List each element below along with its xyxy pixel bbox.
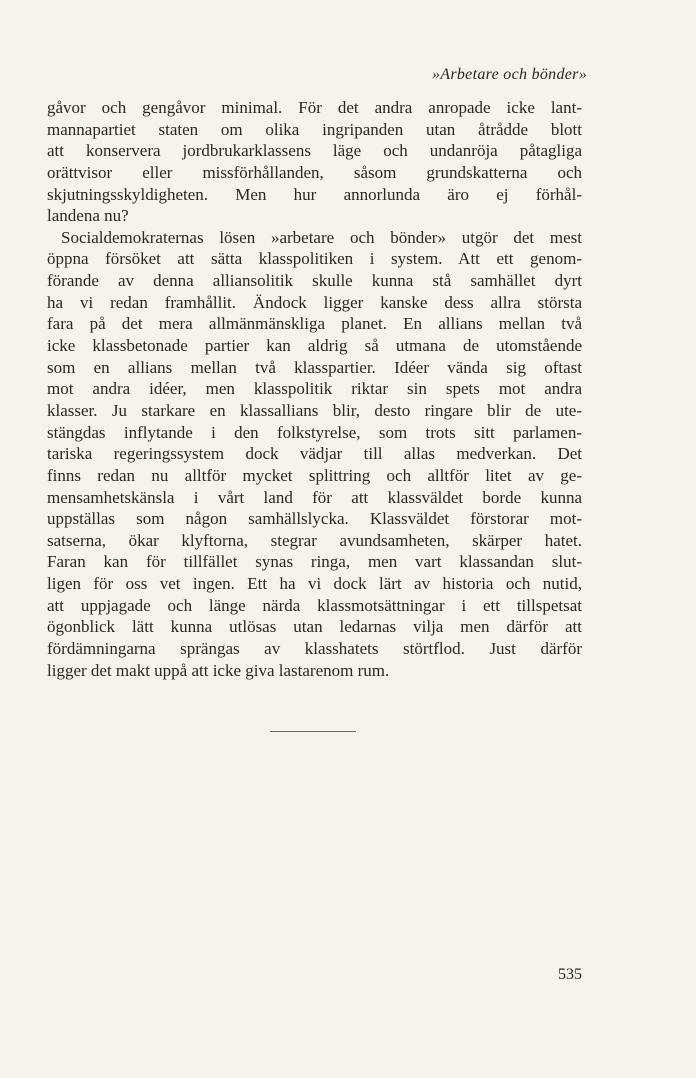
text-line: klasser. Ju starkare en klassallians blir, desto ringare blir de ute- xyxy=(47,400,582,420)
text-line: förande av denna alliansolitik skulle kunna stå samhället dyrt xyxy=(47,271,582,291)
text-line: tariska regeringssystem dock vädjar till allas medverkan. Det xyxy=(47,444,582,464)
text-line: landena nu? xyxy=(47,206,129,226)
text-line: finns redan nu alltför mycket splittring och alltför litet av ge- xyxy=(47,465,582,485)
body-text xyxy=(47,97,582,681)
text-line: ögonblick lätt kunna utlösas utan ledarnas vilja men därför att xyxy=(47,617,582,637)
text-line: Faran kan för tillfället synas ringa, men vart klassandan slut- xyxy=(47,552,582,572)
page-number: 535 xyxy=(558,966,582,983)
text-line: skjutningsskyldigheten. Men hur annorlunda äro ej förhål- xyxy=(47,184,582,204)
text-line: öppna försöket att sätta klasspolitiken i system. Att ett genom- xyxy=(47,249,582,269)
text-line: ha vi redan framhållit. Ändock ligger kanske dess allra största xyxy=(47,292,582,312)
text-line: uppställas som någon samhällslycka. Klassväldet förstorar mot- xyxy=(47,509,582,529)
text-line: att konservera jordbrukarklassens läge och undanröja påtagliga xyxy=(47,141,582,161)
text-line: ligen för oss vet ingen. Ett ha vi dock lärt av historia och nutid, xyxy=(47,574,582,594)
text-line: mot andra idéer, men klasspolitik riktar sin spets mot andra xyxy=(47,379,582,399)
text-line: orättvisor eller missförhållanden, såsom grundskatterna och xyxy=(47,162,582,182)
text-line: stängdas inflytande i den folkstyrelse, som trots sitt parlamen- xyxy=(47,422,582,442)
text-line: som en allians mellan två klasspartier. Idéer vända sig oftast xyxy=(47,357,582,377)
text-line: satserna, ökar klyftorna, stegrar avundsamheten, skärper hatet. xyxy=(47,530,582,550)
running-head: »Arbetare och bönder» xyxy=(431,66,587,83)
text-line: fara på det mera allmänmänskliga planet. En allians mellan två xyxy=(47,314,582,334)
text-line: fördämningarna sprängas av klasshatets störtflod. Just därför xyxy=(47,639,582,659)
text-line: mannapartiet staten om olika ingripanden utan åtrådde blott xyxy=(47,119,582,139)
text-line: ligger det makt uppå att icke giva lastarenom rum. xyxy=(47,660,390,680)
text-line: mensamhetskänsla i vårt land för att klassväldet borde kunna xyxy=(47,487,582,507)
text-line: gåvor och gengåvor minimal. För det andra anropade icke lant- xyxy=(47,98,582,117)
section-divider xyxy=(270,731,356,732)
text-line: Socialdemokraternas lösen »arbetare och bönder» utgör det mest xyxy=(61,227,582,247)
text-line: att uppjagade och länge närda klassmotsättningar i ett tillspetsat xyxy=(47,595,582,615)
text-line: icke klassbetonade partier kan aldrig så utmana de utomstående xyxy=(47,336,582,356)
